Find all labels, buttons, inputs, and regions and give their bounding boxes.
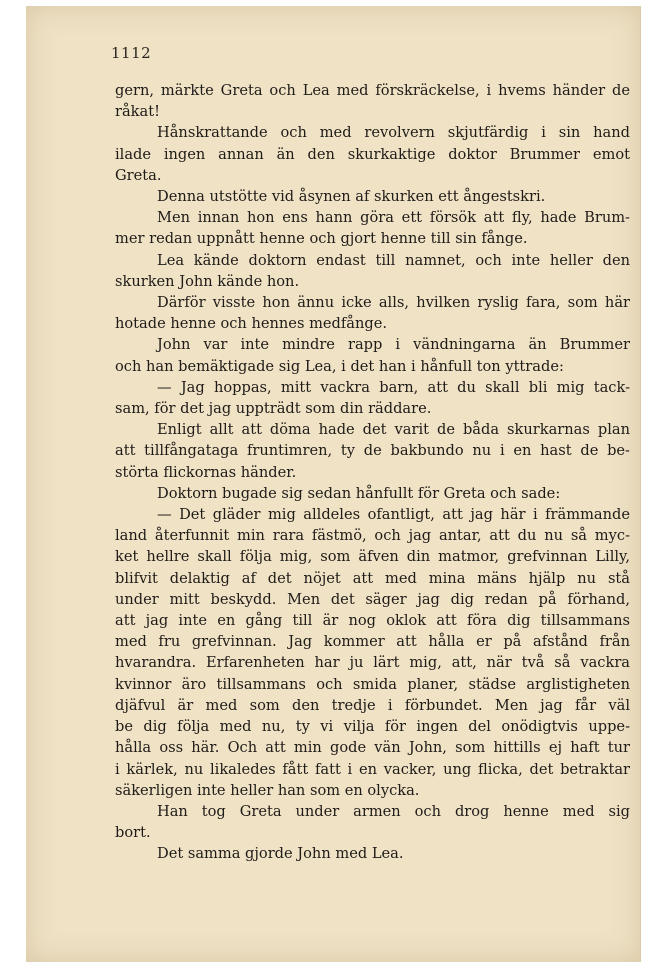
text-line: i kärlek, nu likaledes fått fatt i en vacker, ung flicka, det betraktar — [115, 760, 630, 778]
text-line: Han tog Greta under armen och drog henne med sig — [157, 802, 630, 820]
text-line: under mitt beskydd. Men det säger jag dig redan på förhand, — [115, 590, 630, 608]
text-line: Lea kände doktorn endast till namnet, och inte heller den — [157, 251, 630, 269]
text-line: Men innan hon ens hann göra ett försök att fly, hade Brum- — [157, 209, 630, 227]
text-line: Det samma gjorde John med Lea. — [157, 845, 404, 863]
text-line: djäfvul är med som den tredje i förbundet. Men jag får väl — [115, 696, 630, 714]
text-line: säkerligen inte heller han som en olycka. — [115, 781, 420, 799]
text-line: hålla oss här. Och att min gode vän John, som hittills ej haft tur — [115, 739, 630, 757]
text-line: och han bemäktigade sig Lea, i det han i hånfull ton yttrade: — [115, 357, 564, 375]
text-line: Greta. — [115, 166, 162, 184]
text-line: Hånskrattande och med revolvern skjutfärdig i sin hand — [157, 124, 630, 142]
text-line: gern, märkte Greta och Lea med förskräckelse, i hvems händer de — [115, 82, 630, 99]
text-line: Enligt allt att döma hade det varit de båda skurkarnas plan — [157, 421, 630, 439]
text-line: blifvit delaktig af det nöjet att med mina mäns hjälp nu stå — [115, 569, 630, 587]
text-line: ket hellre skall följa mig, som äfven din matmor, grefvinnan Lilly, — [115, 548, 630, 566]
text-line: land återfunnit min rara fästmö, och jag antar, att du nu så myc- — [115, 527, 630, 545]
page-number: 1112 — [111, 44, 152, 62]
text-line: bort. — [115, 824, 151, 842]
text-line: Denna utstötte vid åsynen af skurken ett ångestskri. — [157, 188, 546, 206]
text-line: råkat! — [115, 103, 160, 121]
text-line: Därför visste hon ännu icke alls, hvilken ryslig fara, som här — [157, 294, 630, 312]
text-line: Doktorn bugade sig sedan hånfullt för Greta och sade: — [157, 484, 561, 502]
text-line: hotade henne och hennes medfånge. — [115, 315, 388, 333]
text-line: kvinnor äro tillsammans och smida planer, städse arglistigheten — [115, 675, 630, 693]
text-line: be dig följa med nu, ty vi vilja för ingen del onödigtvis uppe- — [115, 718, 630, 736]
text-line: mer redan uppnått henne och gjort henne till sin fånge. — [115, 230, 528, 248]
text-line: att tillfångataga fruntimren, ty de bakbundo nu i en hast de be- — [115, 442, 630, 460]
text-line: ilade ingen annan än den skurkaktige doktor Brummer emot — [115, 145, 630, 163]
book-page — [26, 6, 641, 962]
text-line: att jag inte en gång till är nog oklok att föra dig tillsammans — [115, 612, 630, 630]
text-line: störta flickornas händer. — [115, 463, 297, 481]
text-line: hvarandra. Erfarenheten har ju lärt mig, att, när två så vackra — [115, 654, 630, 672]
text-line: — Det gläder mig alldeles ofantligt, att jag här i främmande — [157, 506, 630, 524]
text-line: skurken John kände hon. — [115, 272, 300, 290]
text-line: med fru grefvinnan. Jag kommer att hålla er på afstånd från — [115, 633, 630, 651]
text-line: John var inte mindre rapp i vändningarna än Brummer — [157, 336, 630, 354]
page-text-body — [115, 80, 630, 865]
text-line: sam, för det jag uppträdt som din räddare. — [115, 400, 432, 418]
text-line: — Jag hoppas, mitt vackra barn, att du skall bli mig tack- — [157, 378, 630, 396]
